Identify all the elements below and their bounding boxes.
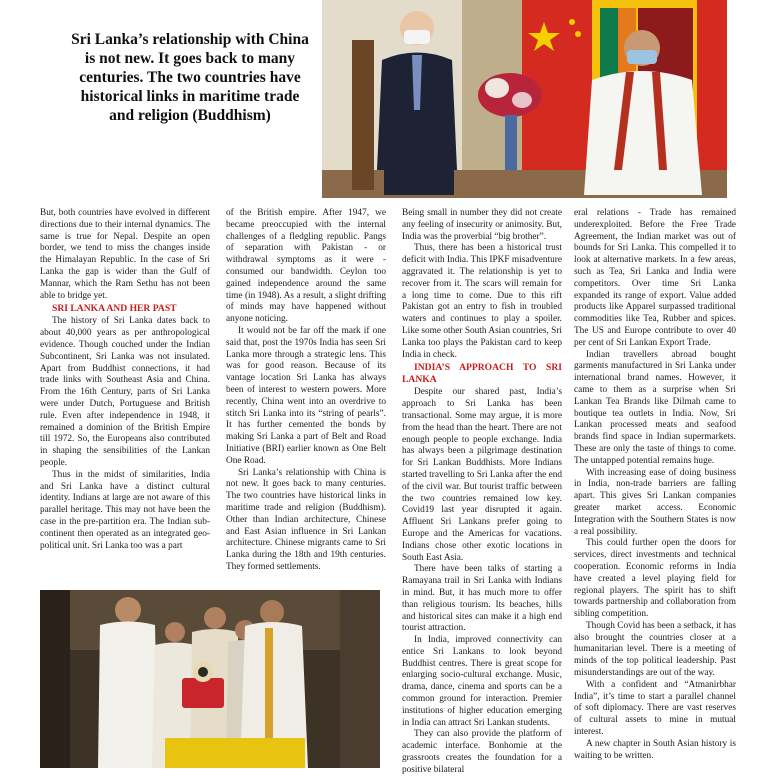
paragraph: Being small in number they did not create any feeling of insecurity or animosity. But, India was the proverbial “big brother”.	[402, 208, 562, 242]
paragraph: eral relations - Trade has remained underexploited. Before the Free Trade Agreement, the Indian market was out of bounds for Sri Lanka. This compelled it to look at alternative markets. In a few areas, such as Tea, Sri Lanka and India were competitors. Over time Sri Lanka expanded its range of export. Value added products like Apparel surpassed traditional commodities like Tea, Rubber and spices. The US and Europe contribute to over 40 per cent of Sri Lankan Export Trade.	[574, 208, 736, 348]
paragraph: It would not be far off the mark if one said that, post the 1970s India has seen Sri Lanka more through a strategic lens. This was for good reason. Because of its vantage location Sri Lanka has always been of interest to western powers. More recently, China went into an overdrive to stitch Sri Lanka into its “string of pearls”. It has further cemented the bonds by making Sri Lanka a part of Belt and Road Initiative (BRI) earlier known as One Belt One Road.	[226, 325, 386, 466]
ceremony-illustration	[40, 590, 380, 768]
paragraph: The history of Sri Lanka dates back to about 40,000 years as per anthropological evidence. Though couched under the Indian Subcontinent, Sri Lanka was not insulated. Apart from Buddhist connections, it had trade links with Southeast Asia and China. From the 16th Century, parts of Sri Lanka were under Dutch, Portuguese and British rule. Even after independence in 1948, it remained a dominion of the British Empire till 1972. So, the Europeans also contributed in shaping the sensibilities of the Lankan people.	[40, 316, 210, 468]
paragraph: Thus in the midst of similarities, India and Sri Lanka have a distinct cultural identity. Indians at large are not aware of this parallel heritage. This may not have been the case in the pre-partition era. The Indian sub-continent then operated as an integrated geo-political unit. Sri Lanka too was a part	[40, 469, 210, 551]
paragraph: Indian travellers abroad bought garments manufactured in Sri Lanka under international brand names. However, it came to them as a surprise when Sri Lankan Tea Brands like Dilmah came to boutique tea outlets in India. Now, Sri Lankan processed meats and seafood brands find space in Indian supermarkets. These are only the taste of things to come. The untapped potential remains huge.	[574, 349, 736, 466]
article-column-2	[226, 208, 386, 574]
section-heading-sri-lanka-past: SRI LANKA AND HER PAST	[52, 303, 177, 315]
article-column-3	[402, 208, 562, 777]
paragraph: Sri Lanka’s relationship with China is not new. It goes back to many centuries. The two countries have historical links in maritime trade and religion (Buddhism). Other than Indian architecture, Chinese and East Asian influence in Sri Lankan architecture. Chinese migrants came to Sri Lanka during the 18th and 19th centuries. They formed settlements.	[226, 467, 386, 572]
section-heading-india-approach: INDIA’S APPROACH TO SRI LANKA	[402, 362, 562, 386]
paragraph: There have been talks of starting a Ramayana trail in Sri Lanka with Indians in mind. But, it has much more to offer than religious tourism. Its beaches, hills and historical sites can make it a high end tourist attraction.	[402, 564, 562, 634]
paragraph: of the British empire. After 1947, we became preoccupied with the internal challenges of a fledgling republic. Pangs of separation with Pakistan - or withdrawal symptoms as it were - consumed our bandwidth. Ceylon too gained independence around the same time (in 1948). As a result, a slight drifting of minds may have happened without anyone noticing.	[226, 208, 386, 325]
paragraph: A new chapter in South Asian history is waiting to be written.	[574, 738, 736, 761]
meeting-illustration	[322, 0, 727, 198]
photo-officials-meeting	[322, 0, 727, 198]
paragraph: Thus, there has been a historical trust deficit with India. This IPKF misadventure aggravated it. The relationship is yet to recover from it. The scars will remain for a long time to come. Due to this rift Pakistan got an entry to fish in troubled waters and continues to play a spoiler. Like some other South Asian countries, Sri Lanka too plays the Pakistan card to keep India in check.	[402, 243, 562, 360]
photo-relic-ceremony	[40, 590, 380, 768]
paragraph: This could further open the doors for services, direct investments and technical cooperation. Economic reforms in India have created a level playing field for regional players. The spirit has to shift towards partnership and collaboration from sibling competition.	[574, 538, 736, 620]
article-column-4	[574, 208, 736, 762]
article-column-1	[40, 208, 210, 552]
pull-quote: Sri Lanka’s relationship with China is not new. It goes back to many centuries. The two countries have historical links in maritime trade and religion (Buddhism)	[71, 31, 309, 124]
paragraph: With increasing ease of doing business in India, non-trade barriers are falling apart. This gives Sri Lankan companies greater market access. Economic Integration with the Southern States is now a real possibility.	[574, 467, 736, 537]
paragraph: In India, improved connectivity can entice Sri Lankans to look beyond Buddhist centres. There is great scope for enlarging socio-cultural exchange. Music, drama, dance, cinema and sports can be a common ground for interaction. Premier institutions of higher education emerging in India can attract Sri Lankan students.	[402, 635, 562, 728]
paragraph: But, both countries have evolved in different directions due to their internal dynamics. The same is true for Nepal. Despite an open border, we tend to miss the changes inside the Himalayan Republic. In the case of Sri Lanka the gap is wider than the Gulf of Mannar, which the Ram Sethu has not been able to bridge yet.	[40, 208, 210, 301]
paragraph: Despite our shared past, India’s approach to Sri Lanka has been transactional. Some may argue, it is more from the head than the heart. There are not enough people to people exchange. India has always been a pilgrimage destination for Sri Lankan Buddhists. More Indians started travelling to Sri Lanka after the end of the civil war. But tourist traffic between the two countries remained low key. Covid19 last year disrupted it again. Affluent Sri Lankans prefer going to Europe and the Americas for vacations. Indians chose other exotic locations in South East Asia.	[402, 387, 562, 563]
paragraph: With a confident and “Atmanirbhar India”, it’s time to start a parallel channel of soft diplomacy. There are vast reserves of cultural assets to mine in mutual interest.	[574, 679, 736, 738]
paragraph: They can also provide the platform of academic interface. Bonhomie at the grassroots creates the foundation for a positive bilateral	[402, 729, 562, 775]
paragraph: Though Covid has been a setback, it has also brought the countries closer at a humanitarian level. There is a meeting of minds of the top political leadership. Past misunderstandings are out of the way.	[574, 620, 736, 679]
